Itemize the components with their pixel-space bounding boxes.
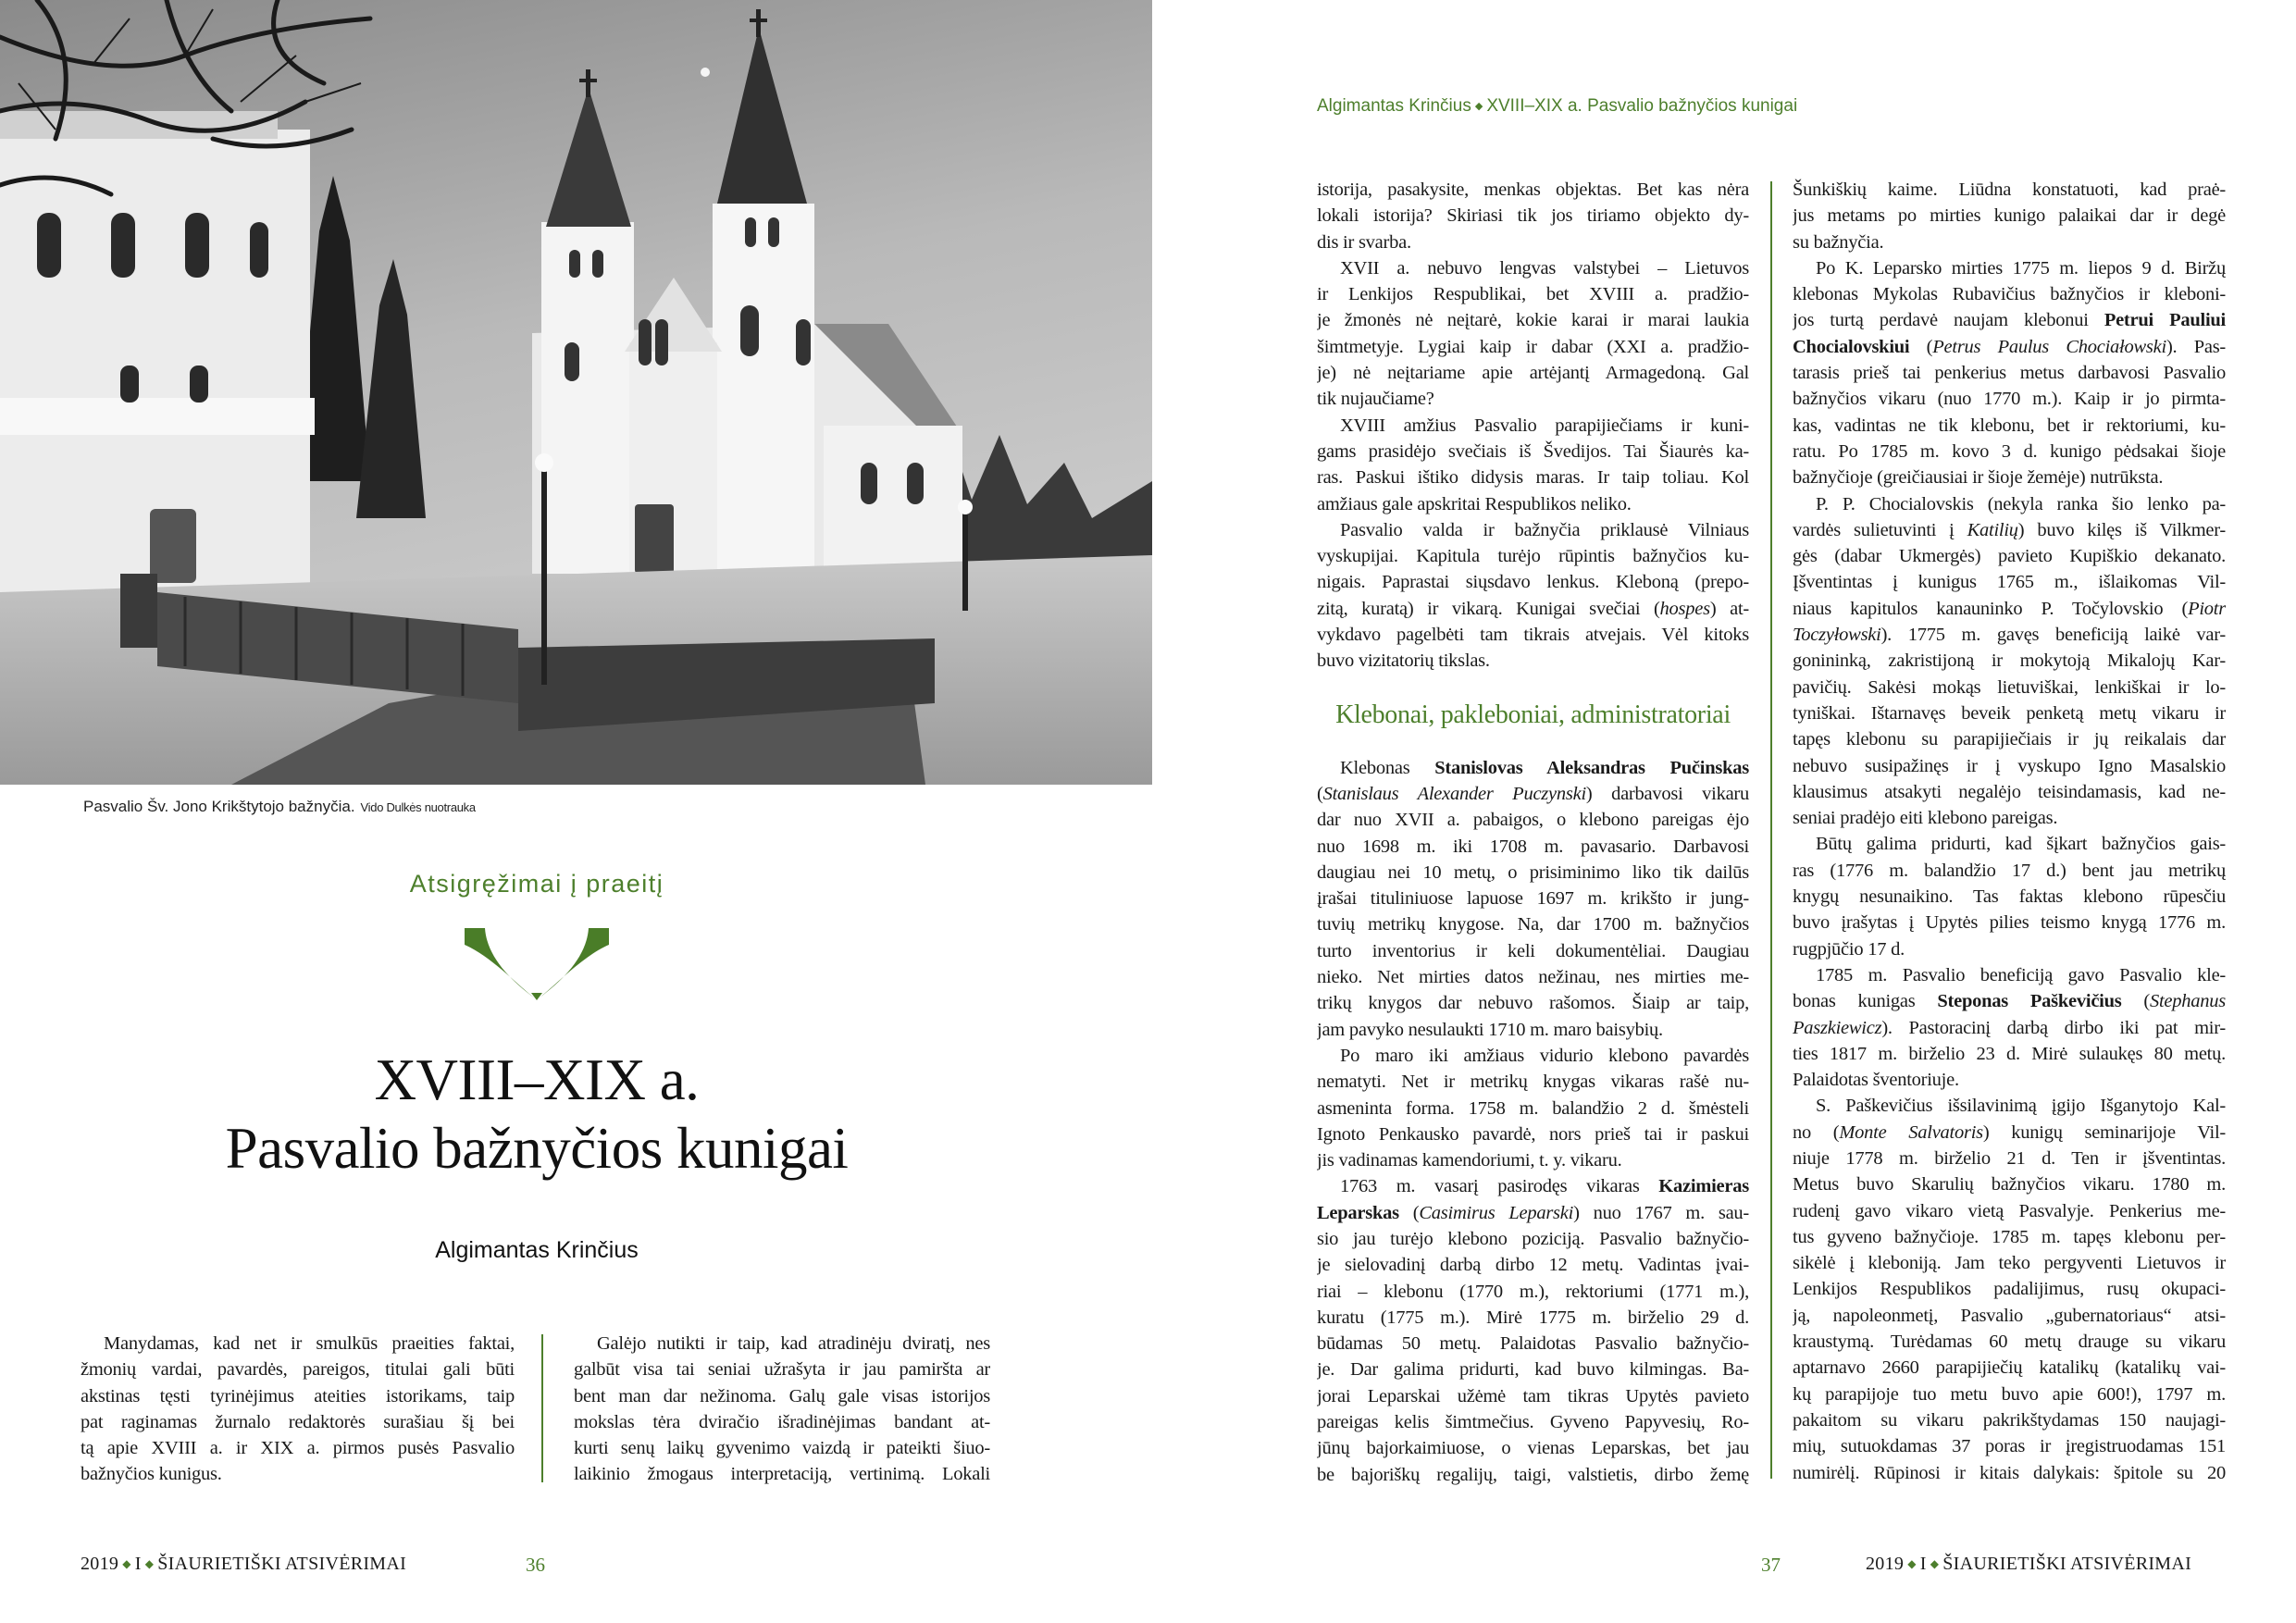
text-line: mokslas tėra dviračio išradinėjimas bandant at- — [574, 1411, 990, 1432]
text-line: turto inventorius ir keli dokumentėliai. Daugiau — [1317, 940, 1749, 961]
text-line: S. Paškevičius išsilavinimą įgijo Išganytojo Kal- — [1816, 1096, 2226, 1117]
page-number-right: 37 — [1761, 1554, 1781, 1576]
text-line: šimtmetyje. Lygiai kaip ir dabar (XXI a. pradžio- — [1317, 336, 1749, 357]
bold-name: Chocialovskiui — [1793, 336, 1910, 357]
bold-name: Petrui Pauliui — [2104, 310, 2226, 331]
bold-name: Leparskas — [1317, 1202, 1399, 1223]
italic-term: Toczyłowski — [1793, 625, 1881, 646]
paragraph — [1317, 413, 1749, 517]
text-line: tapęs klebonu su parapijiečiais ir jų reikalais dar — [1793, 729, 2226, 750]
text-line: Po maro iki amžiaus vidurio klebono pavardės — [1340, 1045, 1749, 1066]
text-line: be bajoriškų regalijų, taigi, valstietis, dirbo žemę — [1317, 1464, 1749, 1485]
text-line: numirėlį. Rūpinosi ir kitais dalykais: špitole su 20 — [1793, 1462, 2226, 1483]
text-line: aptarnavo 2660 parapijiečių katalikų (katalikų vai- — [1793, 1357, 2226, 1379]
text-line: bažnyčios vikaru (nuo 1770 m.). Kaip ir jo pirmta- — [1793, 389, 2226, 410]
text-line: nigais. Paprastai siųsdavo lenkus. Kleboną (prepo- — [1317, 572, 1749, 593]
text-line: laikinio žmogaus interpretaciją, vertinimą. Lokali — [574, 1464, 990, 1485]
text-line: nematyti. Net ir metrikų knygas vikaras rašė nu- — [1317, 1072, 1749, 1093]
text-line: klebonas Mykolas Rubavičius bažnyčios ir kleboni- — [1793, 284, 2226, 305]
photo-caption — [83, 798, 476, 816]
footer-magazine: ŠIAURIETIŠKI ATSIVĖRIMAI — [1942, 1554, 2192, 1574]
text-line: jos turtą perdavė naujam klebonui Petrui Pauliui — [1793, 310, 2226, 331]
text-line: bažnyčios kunigus. — [81, 1464, 222, 1485]
text-line: je žmonės nė neįtarė, kokie karai ir marai laukia — [1317, 310, 1749, 331]
italic-term: Casimirus Leparski — [1419, 1202, 1574, 1223]
text-line: kuratu (1775 m.). Mirė 1775 m. birželio 29 d. — [1317, 1307, 1749, 1328]
text-line: galbūt visa tai seniai užrašyta ir jau pamiršta ar — [574, 1359, 990, 1381]
italic-term: Paszkiewicz — [1793, 1017, 1882, 1038]
text-line: tik nujaučiame? — [1317, 389, 1434, 410]
text-line: su bažnyčia. — [1793, 231, 1884, 253]
text-line: Metus buvo Skarulių bažnyčios vikaru. 1780 m. — [1793, 1174, 2226, 1196]
paragraph — [574, 1331, 990, 1488]
left-page-column-1 — [81, 1331, 515, 1488]
text-line: riai – klebonu (1770 m.), rektoriumi (1771 m.), — [1317, 1281, 1749, 1302]
text-line: įrašai tituliniuose lapuose 1697 m. krikšto ir jung- — [1317, 888, 1749, 910]
text-line: vyskupijai. Kapitula turėjo rūpintis bažnyčios ku- — [1317, 546, 1749, 567]
text-line: Palaidotas šventoriuje. — [1793, 1070, 1959, 1091]
bold-name: Kazimieras — [1658, 1176, 1749, 1197]
text-line: vardės sulietuvinti į Katilių) buvo kilęs iš Vilkmer- — [1793, 519, 2226, 540]
footer-magazine: ŠIAURIETIŠKI ATSIVĖRIMAI — [157, 1554, 407, 1574]
diamond-icon: ◆ — [1930, 1557, 1940, 1570]
text-line: XVIII amžius Pasvalio parapijiečiams ir kuni- — [1340, 415, 1749, 436]
text-line: kraustymą. Turėdamas 60 metų drauge su vikaru — [1793, 1332, 2226, 1353]
article-title — [0, 1046, 1074, 1183]
text-line: daugiau nei 10 metų, o prisiminimo liko tik dailūs — [1317, 861, 1749, 883]
diamond-icon: ◆ — [1474, 101, 1483, 112]
text-line: 1763 m. vasarį pasirodęs vikaras Kazimieras — [1340, 1176, 1749, 1197]
title-line-2: Pasvalio bažnyčios kunigai — [225, 1116, 849, 1181]
running-head — [1317, 96, 1797, 117]
paragraph — [1793, 962, 2226, 1093]
text-line: amžiaus gale apskritai Respublikos neliko. — [1317, 493, 1632, 514]
text-line: tus gyveno bažnyčioje. 1785 m. tapęs klebonu per- — [1793, 1226, 2226, 1247]
text-line: dis ir svarba. — [1317, 231, 1411, 253]
text-line: sikėlė į kleboniją. Jam teko pergyventi Lietuvos ir — [1793, 1253, 2226, 1274]
text-line: asmeninta forma. 1758 m. balandžio 2 d. šmėsteli — [1317, 1097, 1749, 1119]
text-line: zitą, kuratą) ir vikarą. Kunigai svečiai (hospes) at- — [1317, 598, 1749, 619]
text-line: Chocialovskiui (Petrus Paulus Chociałowski). Pas- — [1793, 336, 2226, 357]
column-divider — [541, 1334, 543, 1482]
italic-term: Petrus Paulus Chociałowski — [1932, 336, 2166, 357]
italic-term: Stephanus — [2149, 991, 2226, 1012]
paragraph — [1317, 1173, 1749, 1488]
text-line: mių, sutuokdamas 37 poras ir įregistruodamas 151 — [1793, 1436, 2226, 1457]
text-line: gės (dabar Ukmergės) pavieto Kupiškio dekanato. — [1793, 546, 2226, 567]
footer-issue: I — [134, 1554, 142, 1574]
text-line: ras (1776 m. balandžio 17 d.) bent jau metrikų — [1793, 860, 2226, 881]
text-line: P. P. Chocialovskis (nekyla ranka šio lenko pa- — [1816, 493, 2226, 514]
text-line: jorai Leparskai užėmė tam tikras Upytės pavieto — [1317, 1385, 1749, 1406]
footer-issue: I — [1919, 1554, 1927, 1574]
text-line: Šunkiškių kaime. Liūdna konstatuoti, kad praė- — [1793, 180, 2226, 200]
text-line: 1785 m. Pasvalio beneficiją gavo Pasvalio kle- — [1816, 964, 2226, 985]
text-line: Pasvalio valda ir bažnyčia priklausė Vilniaus — [1340, 519, 1749, 540]
text-line: bonas kunigas Steponas Paškevičius (Stephanus — [1793, 991, 2226, 1012]
text-line: gams prasidėjo svečiais iš Švedijos. Tai Šiaurės ka- — [1317, 440, 1749, 462]
text-line: kas, vadintas ne tik klebonu, bet ir rektoriumi, ku- — [1793, 415, 2226, 436]
text-line: Galėjo nutikti ir taip, kad atradinėju dviratį, nes — [597, 1333, 990, 1354]
text-line: pat raginamas žurnalo redaktorės surašiau šį bei — [81, 1411, 515, 1432]
left-page-column-2 — [574, 1331, 990, 1488]
caption-text: Pasvalio Šv. Jono Krikštytojo bažnyčia. — [83, 798, 355, 815]
church-photo — [0, 0, 1152, 785]
text-line: Po K. Leparsko mirties 1775 m. liepos 9 d. Biržų — [1816, 257, 2226, 279]
text-line: jis vadinamas kamendoriumi, t. y. vikaru. — [1317, 1150, 1622, 1171]
text-line: vykdavo pagelbėti tam tikrais atvejais. Vėl kitoks — [1317, 625, 1749, 646]
text-line: je sielovadinį darbą dirbo 12 metų. Vadintas įvai- — [1317, 1255, 1749, 1276]
text-line: Lenkijos Respublikos padalijimus, rusų okupaci- — [1793, 1279, 2226, 1300]
text-line: je. Dar galima pridurti, kad buvo kilmingas. Ba- — [1317, 1359, 1749, 1381]
text-line: bent man dar nežinoma. Galų gale visas istorijos — [574, 1385, 990, 1406]
text-line: nebuvo susipažinęs ir į vyskupo Igno Masalskio — [1793, 755, 2226, 776]
footer-year: 2019 — [1866, 1554, 1905, 1574]
text-line: niuje 1778 m. birželio 21 d. Ten ir įšventintas. — [1793, 1147, 2226, 1169]
diamond-icon: ◆ — [1907, 1557, 1917, 1570]
text-line: ir Lenkijos Respublikai, bet XVIII a. pradžio- — [1317, 284, 1749, 305]
italic-term: Stanislaus Alexander Puczynski — [1322, 783, 1586, 804]
text-line: gonininką, zakristijoną ir mokytoją Mikalojų Kar- — [1793, 650, 2226, 672]
italic-term: Piotr — [2188, 598, 2226, 619]
title-line-1: XVIII–XIX a. — [374, 1047, 700, 1112]
text-line: nuo 1698 m. iki 1708 m. pavasario. Darbavosi — [1317, 836, 1749, 857]
text-line: Manydamas, kad net ir smulkūs praeities faktai, — [104, 1333, 515, 1354]
text-line: buvo įrašytas į Upytės pilies teismo knygą 1776 m. — [1793, 912, 2226, 934]
text-line: buvo vizitatorių tikslas. — [1317, 650, 1490, 672]
text-line: dar nuo XVII a. pabaigos, o klebono pareigas ėjo — [1317, 810, 1749, 831]
text-line: žmonių vardai, pavardės, pareigos, titulai gali būti — [81, 1359, 515, 1381]
paragraph — [1317, 1043, 1749, 1173]
text-line: klausimus atsakyti negalėjo teisindamasis, kad ne- — [1793, 781, 2226, 802]
paragraph — [1317, 755, 1749, 1043]
text-line: trikų knygos dar nebuvo rašomos. Šiaip ar taip, — [1317, 993, 1749, 1014]
diamond-icon: ◆ — [122, 1557, 131, 1570]
section-category: Atsigręžimai į praeitį — [409, 870, 664, 898]
paragraph — [81, 1331, 515, 1488]
bold-name: Stanislovas Aleksandras Pučinskas — [1434, 757, 1749, 778]
text-line: jam pavyko nesulaukti 1710 m. maro baisybių. — [1317, 1019, 1663, 1040]
text-line: pakaitom su vikaru pakrikštydamas 150 naujagi- — [1793, 1409, 2226, 1431]
text-line: XVII a. nebuvo lengvas valstybei – Lietuvos — [1340, 257, 1749, 279]
text-line: lokali istorija? Skiriasi tik jos tiriamo objekto dy- — [1317, 205, 1749, 227]
text-line: niaus kapitulos kanauninko P. Točylovskio (Piotr — [1793, 598, 2226, 619]
text-line: kų parapijoje tuo metu buvo apie 600!), 1797 m. — [1793, 1383, 2226, 1405]
text-line: Toczyłowski). 1775 m. gavęs beneficiją laikė var- — [1793, 625, 2226, 646]
left-footer — [81, 1554, 406, 1575]
paragraph — [1793, 255, 2226, 491]
leaf-ornament-icon — [463, 928, 611, 1000]
running-head-title: XVIII–XIX a. Pasvalio bažnyčios kunigai — [1486, 96, 1798, 116]
right-footer — [1866, 1554, 2191, 1575]
footer-year: 2019 — [81, 1554, 119, 1574]
column-divider — [1770, 181, 1772, 1479]
paragraph — [1793, 1093, 2226, 1485]
text-line: pavičių. Sakėsi mokąs lietuviškai, lenkiškai ir lo- — [1793, 676, 2226, 698]
italic-term: Katilių — [1967, 519, 2018, 540]
text-line: kurti senų laikų gyvenimo vaizdą ir pateikti šiuo- — [574, 1438, 990, 1459]
text-line: istorija, pasakysite, menkas objektas. Bet kas nėra — [1317, 180, 1749, 200]
page-number-left: 36 — [526, 1554, 545, 1576]
running-head-author: Algimantas Krinčius — [1317, 96, 1471, 116]
diamond-icon: ◆ — [144, 1557, 155, 1570]
text-line: je) nė neįtariame apie artėjantį Armagedoną. Gal — [1317, 363, 1749, 384]
text-line: (Stanislaus Alexander Puczynski) darbavosi vikaru — [1317, 783, 1749, 804]
text-line: rugpjūčio 17 d. — [1793, 938, 1905, 960]
section-heading: Klebonai, pakleboniai, administratoriai — [1335, 700, 1731, 729]
paragraph — [1793, 491, 2226, 832]
paragraph — [1317, 177, 1749, 255]
text-line: Įšventintas į kunigus 1765 m., išlaikomas Vil- — [1793, 572, 2226, 593]
paragraph — [1793, 177, 2226, 255]
photo-credit: Vido Dulkės nuotrauka — [360, 800, 476, 814]
text-line: no (Monte Salvatoris) kunigų seminarijoje Vil- — [1793, 1121, 2226, 1143]
text-line: ratu. Po 1785 m. kovo 3 d. kunigo pėdsakai šioje — [1793, 440, 2226, 462]
text-line: rudenį gavo vikaro vietą Pasvalyje. Penkerius me- — [1793, 1200, 2226, 1221]
text-line: bažnyčioje (greičiausiai ir šioje žemėje) nutrūksta. — [1793, 467, 2164, 489]
text-line: Leparskas (Casimirus Leparski) nuo 1767 m. sau- — [1317, 1202, 1749, 1223]
text-line: Ignoto Penkausko pavardė, nors prieš tai ir paskui — [1317, 1123, 1749, 1145]
text-line: ties 1817 m. birželio 23 d. Mirė sulaukęs 80 metų. — [1793, 1043, 2226, 1064]
text-line: pareigas kelis šimtmečius. Gyveno Papyvesių, Ro- — [1317, 1412, 1749, 1433]
italic-term: Monte Salvatoris — [1839, 1121, 1983, 1143]
text-line: būdamas 50 metų. Palaidotas Pasvalio bažnyčio- — [1317, 1333, 1749, 1355]
text-line: tuvių metrikų knygose. Na, dar 1700 m. bažnyčios — [1317, 914, 1749, 935]
text-line: Būtų galima pridurti, kad šįkart bažnyčios gais- — [1816, 834, 2226, 855]
text-line: tarasis prieš tai penkerius metus darbavosi Pasvalio — [1793, 363, 2226, 384]
text-line: tą apie XVIII a. ir XIX a. pirmos pusės Pasvalio — [81, 1438, 515, 1459]
text-line: jūnų bajorkaimiuose, o vienas Leparskas, bet jau — [1317, 1438, 1749, 1459]
bold-name: Steponas Paškevičius — [1937, 991, 2122, 1012]
text-line: jus metams po mirties kunigo palaikai dar ir degė — [1793, 205, 2226, 227]
paragraph — [1317, 255, 1749, 413]
right-page-column-2 — [1793, 177, 2226, 1486]
text-line: ją, napoleonmetį, Pasvalio „gubernatoriaus“ atsi- — [1793, 1305, 2226, 1326]
text-line: sio jau turėjo klebono poziciją. Pasvalio bažnyčio- — [1317, 1228, 1749, 1249]
text-line: Paszkiewicz). Pastoracinį darbą dirbo iki pat mir- — [1793, 1017, 2226, 1038]
text-line: seniai pradėjo eiti klebono pareigas. — [1793, 808, 2058, 829]
text-line: tyniškai. Ištarnavęs beveik penketą metų vikaru ir — [1793, 702, 2226, 724]
article-author: Algimantas Krinčius — [435, 1237, 639, 1263]
right-page-column-1 — [1317, 177, 1749, 1488]
paragraph — [1317, 517, 1749, 675]
text-line: ras. Paskui ištiko didysis maras. Ir taip toliau. Kol — [1317, 467, 1749, 489]
text-line: Klebonas Stanislovas Aleksandras Pučinskas — [1340, 757, 1749, 778]
text-line: akstinas tęsti tyrinėjimus ateities istorikams, taip — [81, 1385, 515, 1406]
text-line: knygų nesunaikino. Tas faktas klebono rūpesčiu — [1793, 886, 2226, 908]
paragraph — [1793, 831, 2226, 961]
text-line: nieko. Net mirties datos nežinau, nes mirties me- — [1317, 967, 1749, 988]
italic-term: hospes — [1659, 598, 1710, 619]
